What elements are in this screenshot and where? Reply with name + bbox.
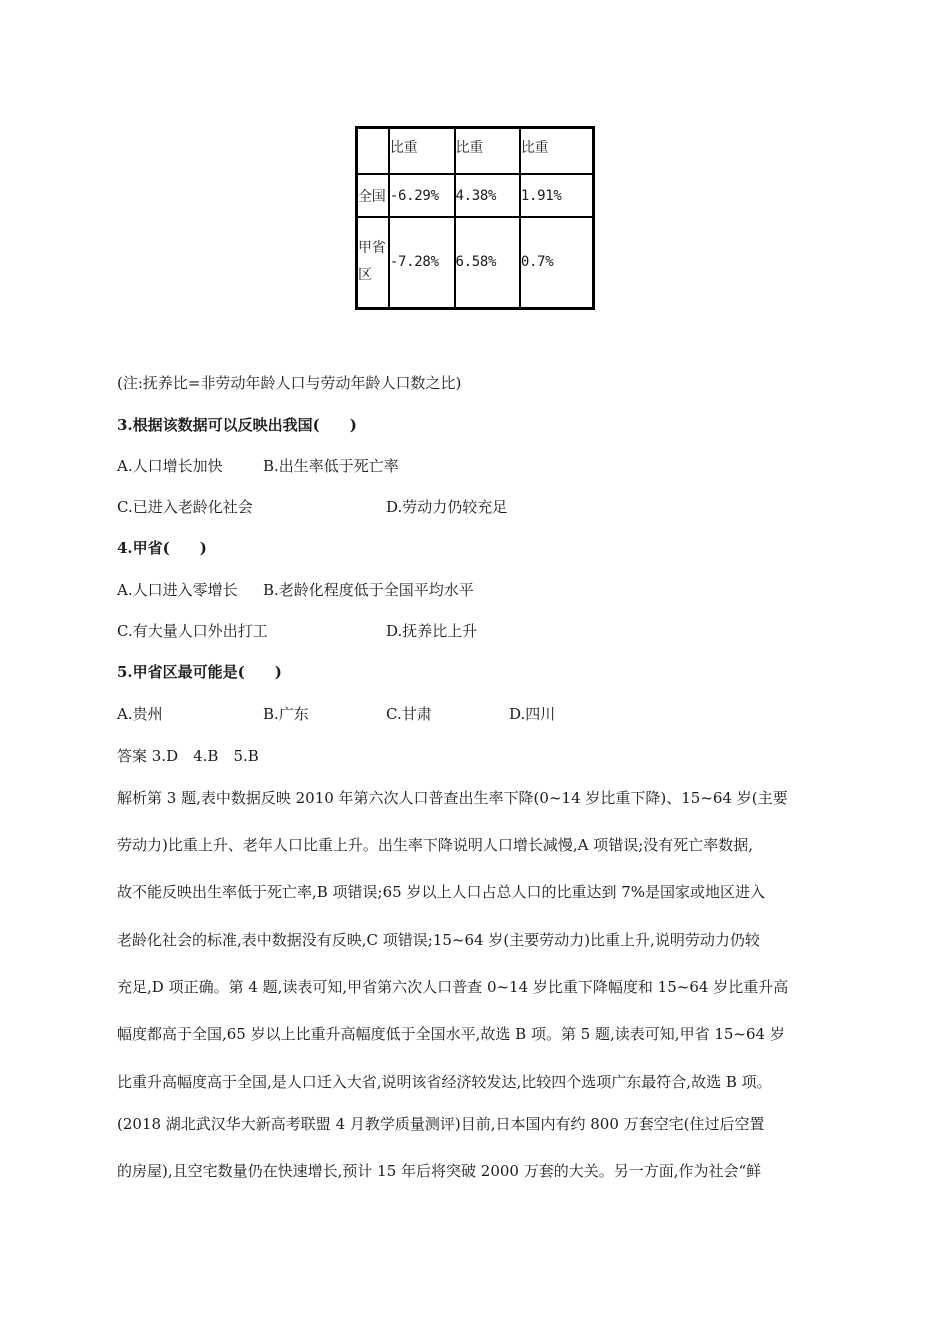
population-share-table <box>355 126 595 310</box>
analysis-line: 充足,D 项正确。第 4 题,读表可知,甲省第六次人口普查 0~14 岁比重下降幅度和 15~64 岁比重升高 <box>117 978 789 996</box>
question-3-stem: 3.根据该数据可以反映出我国( ) <box>117 416 357 434</box>
question-5-option-c: C.甘肃 <box>386 705 432 723</box>
question-4-option-b: B.老龄化程度低于全国平均水平 <box>263 581 474 599</box>
question-3-option-b: B.出生率低于死亡率 <box>263 457 399 475</box>
table-header-cell <box>357 128 389 175</box>
table-cell: -6.29% <box>389 174 455 217</box>
question-4-option-d: D.抚养比上升 <box>386 622 478 640</box>
table-note: (注:抚养比=非劳动年龄人口与劳动年龄人口数之比) <box>117 374 462 392</box>
question-3-option-d: D.劳动力仍较充足 <box>386 498 508 516</box>
question-3-option-c: C.已进入老龄化社会 <box>117 498 253 516</box>
table-cell: 1.91% <box>520 174 594 217</box>
question-4-option-c: C.有大量人口外出打工 <box>117 622 268 640</box>
table-header-cell: 比重 <box>455 128 520 175</box>
table-header-cell: 比重 <box>389 128 455 175</box>
question-4-option-a: A.人口进入零增长 <box>117 581 238 599</box>
question-5-stem: 5.甲省区最可能是( ) <box>117 663 282 681</box>
table-cell: 6.58% <box>455 217 520 309</box>
analysis-line: 劳动力)比重上升、老年人口比重上升。出生率下降说明人口增长减慢,A 项错误;没有死亡率数据, <box>117 836 754 854</box>
table-cell: 4.38% <box>455 174 520 217</box>
row-label-national: 全国 <box>357 174 389 217</box>
question-5-option-a: A.贵州 <box>117 705 163 723</box>
table-row <box>357 174 594 217</box>
row-label-province <box>357 217 389 309</box>
passage-line: (2018 湖北武汉华大新高考联盟 4 月教学质量测评)目前,日本国内有约 800 万套空宅(住过后空置 <box>117 1115 765 1133</box>
analysis-line: 老龄化社会的标准,表中数据没有反映,C 项错误;15~64 岁(主要劳动力)比重上升,说明劳动力仍较 <box>117 931 760 949</box>
row-label-line: 甲省 <box>358 240 386 257</box>
analysis-line: 幅度都高于全国,65 岁以上比重升高幅度低于全国水平,故选 B 项。第 5 题,读表可知,甲省 15~64 岁 <box>117 1025 785 1043</box>
analysis-line: 故不能反映出生率低于死亡率,B 项错误;65 岁以上人口占总人口的比重达到 7%是国家或地区进入 <box>117 883 766 901</box>
analysis-line: 解析第 3 题,表中数据反映 2010 年第六次人口普查出生率下降(0~14 岁比重下降)、15~64 岁(主要 <box>117 789 788 807</box>
table-cell: -7.28% <box>389 217 455 309</box>
table-header-row <box>357 128 594 175</box>
table-cell: 0.7% <box>520 217 594 309</box>
table-row <box>357 217 594 309</box>
question-4-stem: 4.甲省( ) <box>117 539 207 557</box>
question-5-option-d: D.四川 <box>509 705 556 723</box>
answer-key: 答案 3.D 4.B 5.B <box>117 747 259 765</box>
row-label-line: 区 <box>358 267 372 284</box>
analysis-line: 比重升高幅度高于全国,是人口迁入大省,说明该省经济较发达,比较四个选项广东最符合,故选 B 项。 <box>117 1073 772 1091</box>
question-5-option-b: B.广东 <box>263 705 309 723</box>
passage-line: 的房屋),且空宅数量仍在快速增长,预计 15 年后将突破 2000 万套的大关。另一方面,作为社会“鲜 <box>117 1162 762 1180</box>
question-3-option-a: A.人口增长加快 <box>117 457 223 475</box>
table-header-cell: 比重 <box>520 128 594 175</box>
